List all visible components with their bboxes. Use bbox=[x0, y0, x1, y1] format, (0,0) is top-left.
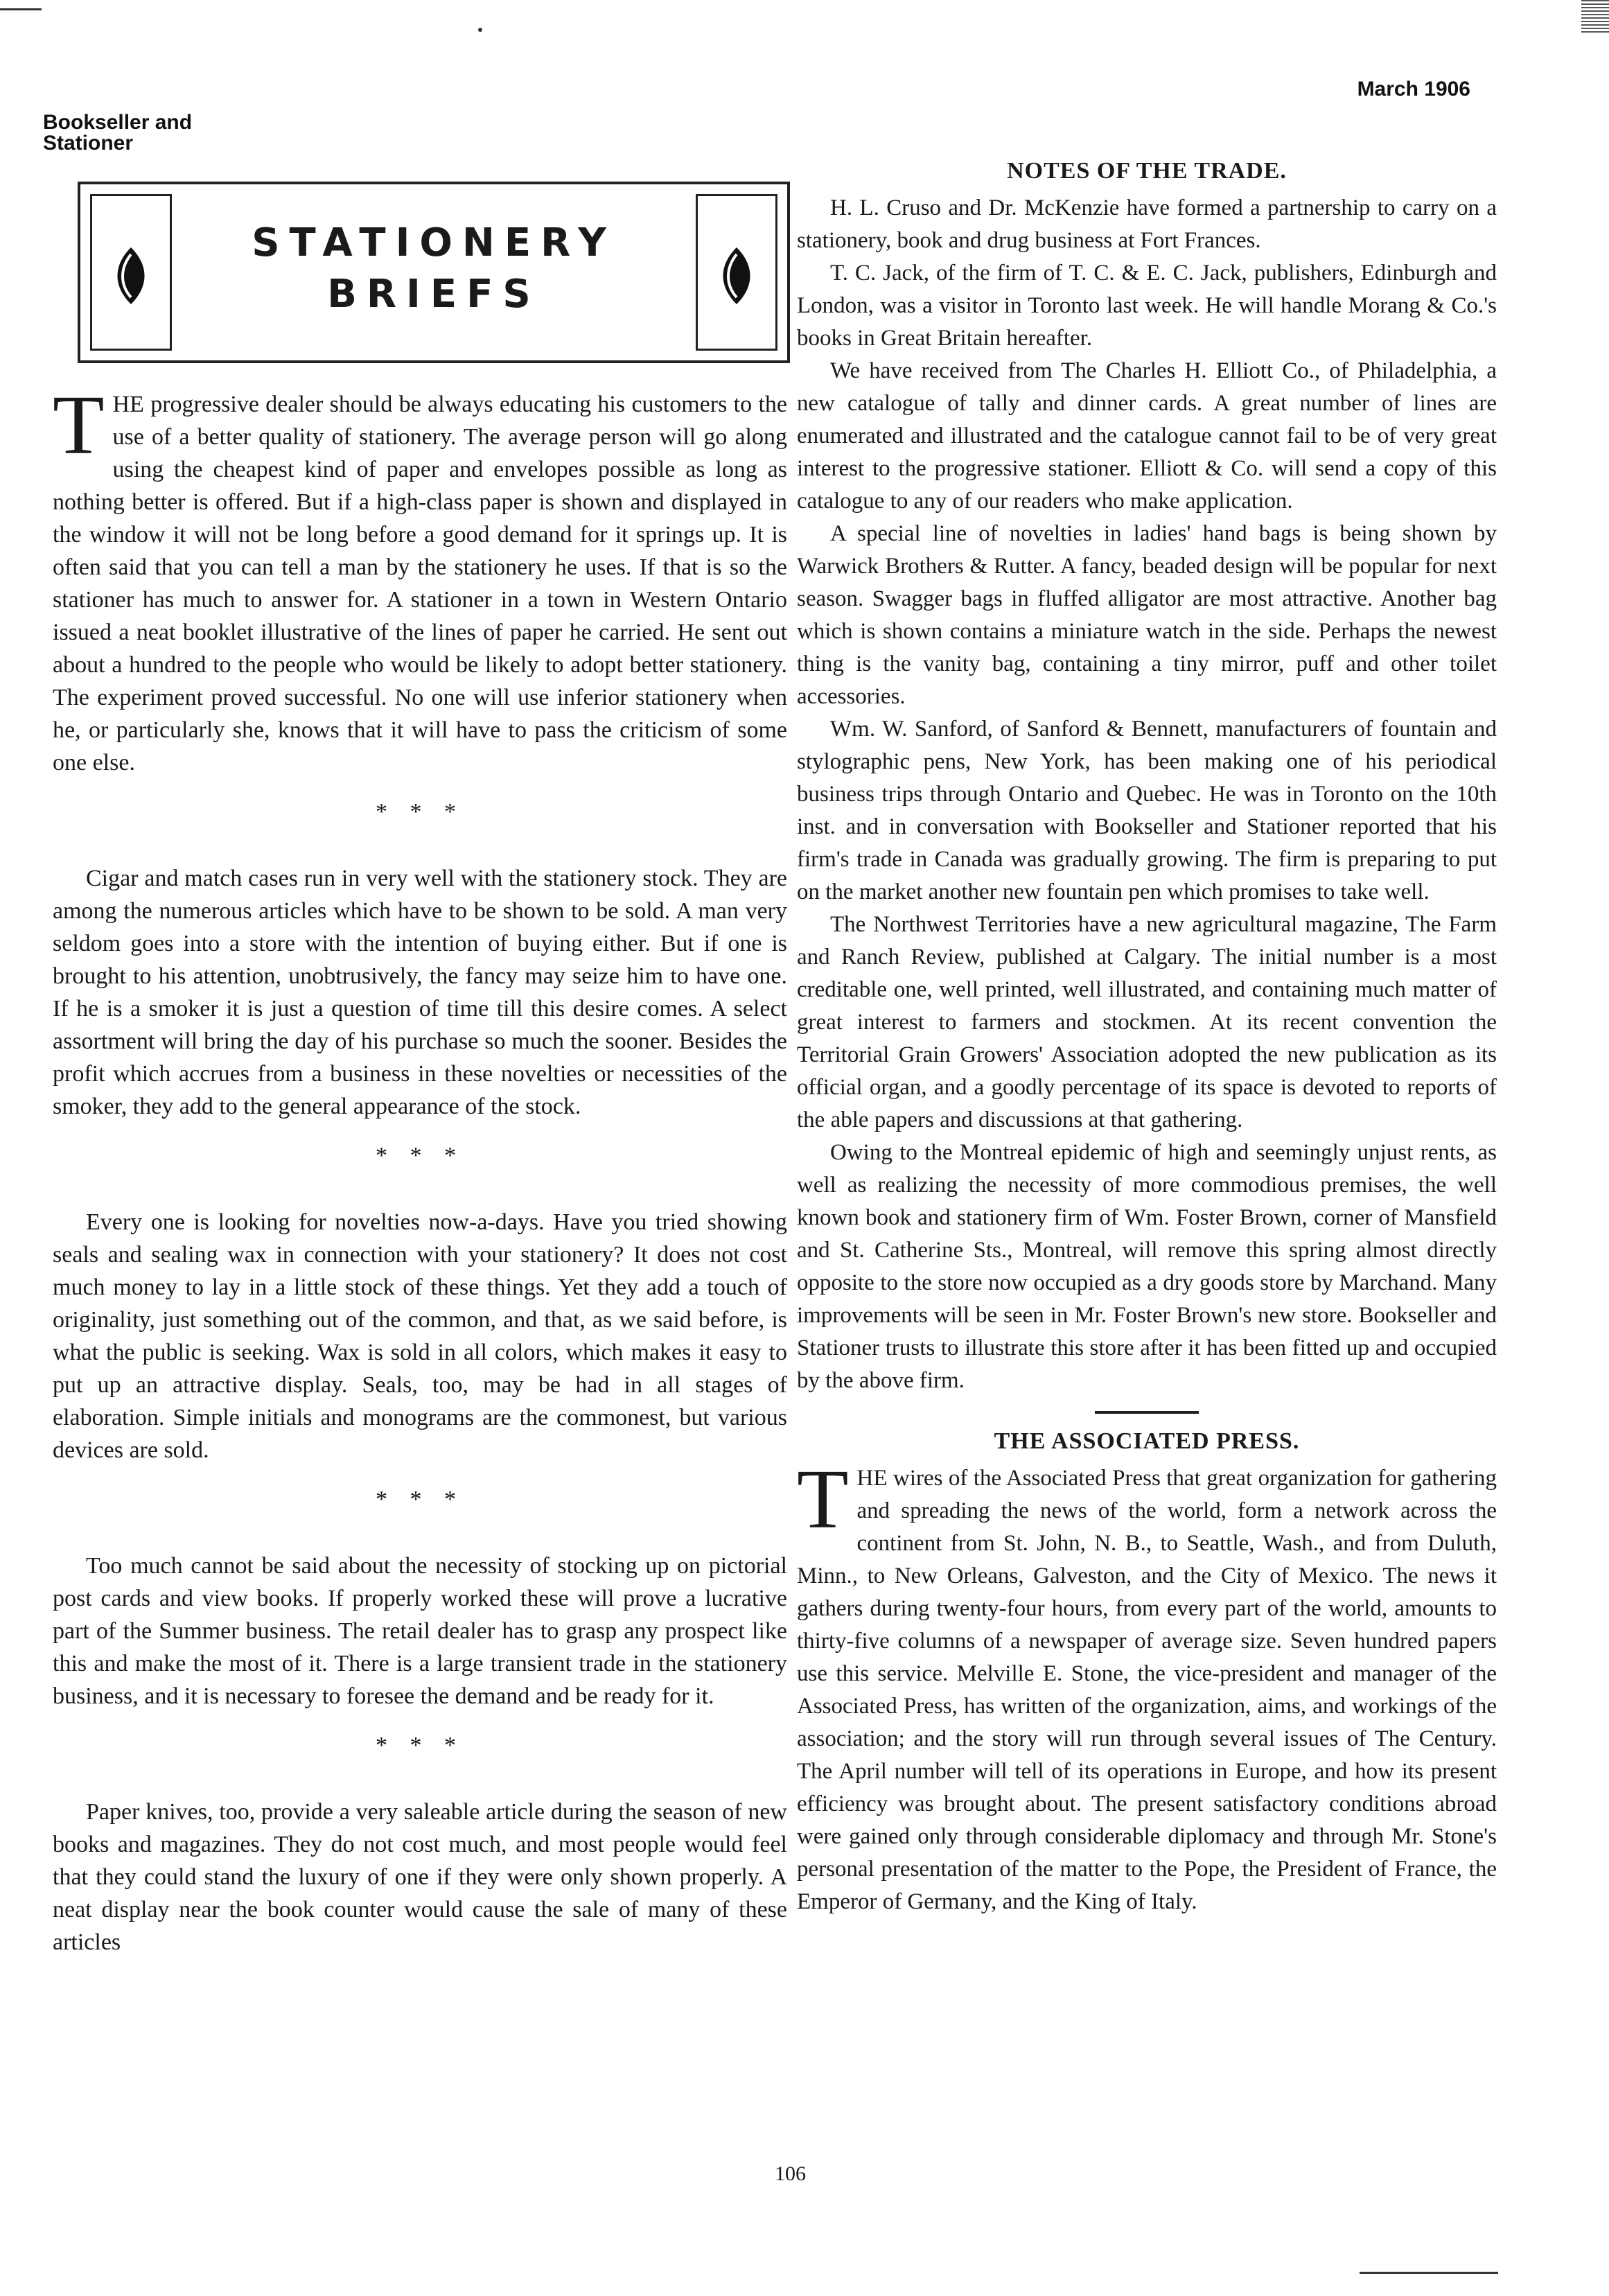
section-separator: * * * bbox=[376, 1487, 464, 1512]
scan-mark-top-left bbox=[0, 8, 42, 10]
section-separator: * * * bbox=[376, 1143, 464, 1168]
ornament-panel-left bbox=[90, 194, 172, 351]
brief-paragraph-2: Cigar and match cases run in very well with the stationery stock. They are among the numerous articles which have to be shown to be sold. A man very seldom goes into a store with the intention of buying either. But if one is brought to his attention, unobtrusively, the fancy may seize him to have one. If he is a smoker it is just a question of time till this desire comes. A select assortment will bring the day of his purchase so much the sooner. Besides the profit which accrues from a business in these novelties or necessities of the smoker, they add to the general appearance of the stock. bbox=[53, 866, 787, 1119]
associated-press-heading: THE ASSOCIATED PRESS. bbox=[994, 1428, 1300, 1454]
stationery-briefs-header-box bbox=[78, 182, 790, 363]
ornament-panel-right bbox=[696, 194, 777, 351]
trade-note-2: T. C. Jack, of the firm of T. C. & E. C. Jack, publishers, Edinburgh and London, was a visitor in Toronto last week. He will handle Morang & Co.'s books in Great Britain hereafter. bbox=[797, 261, 1497, 351]
trade-note-3: We have received from The Charles H. Elliott Co., of Philadelphia, a new catalogue of tally and dinner cards. A great number of lines are enumerated and illustrated and the catalogue cannot fail to be of very great interest to the progressive stationer. Elliott & Co. will send a copy of this catalogue to any of our readers who make application. bbox=[797, 358, 1497, 514]
brief-paragraph-1 bbox=[53, 378, 787, 779]
brief-paragraph-1-text: HE progressive dealer should be always educating his customers to the use of a better quality of stationery. The average person will go along using the cheapest kind of paper and envelopes possible as long as nothing better is offered. But if a high-class paper is shown and displayed in the window it will not be long before a good demand for it springs up. It is often said that you can tell a man by the stationery he uses. If that is so the stationer has much to answer for. A stationer in a town in Western Ontario issued a neat booklet illustrative of the lines of paper he carried. He sent out about a hundred to the people who would be likely to adopt better stationery. The experiment proved successful. No one will use inferior stationery when he, or particularly she, knows that it will have to pass the criticism of some one else. bbox=[53, 392, 787, 775]
section-separator: * * * bbox=[376, 1733, 464, 1758]
dropcap: T bbox=[797, 1453, 849, 1546]
briefs-title-line-2: BRIEFS bbox=[327, 272, 540, 317]
brief-paragraph-5: Paper knives, too, provide a very saleable article during the season of new books and magazines. They do not cost much, and most people would feel that they could stand the luxury of one if they were only shown properly. A neat display near the book counter would cause the sale of many of these articles bbox=[53, 1799, 787, 1955]
masthead-publication bbox=[43, 112, 192, 154]
masthead-line-1: Bookseller and bbox=[43, 111, 193, 134]
brief-paragraph-4: Too much cannot be said about the necessity of stocking up on pictorial post cards and view books. If properly worked these will prove a lucrative part of the Summer business. The retail dealer has to grasp any prospect like this and make the most of it. There is a large transient trade in the stationery business, and it is necessary to foresee the demand and be ready for it. bbox=[53, 1553, 787, 1709]
trade-note-5: Wm. W. Sanford, of Sanford & Bennett, manufacturers of fountain and stylographic pens, New York, has been making one of his periodical business trips through Ontario and Quebec. He was in Toronto on the 10th inst. and in conversation with Bookseller and Stationer reported that his firm's trade in Canada was gradually growing. The firm is preparing to put on the market another new fountain pen which promises to take well. bbox=[797, 717, 1497, 904]
leaf-ornament-icon bbox=[109, 245, 153, 307]
scan-mark-right-edge bbox=[1581, 0, 1609, 35]
trade-note-7: Owing to the Montreal epidemic of high and seemingly unjust rents, as well as realizing the necessity of more commodious premises, the well known book and stationery firm of Wm. Foster Brown, corner of Mansfield and St. Catherine Sts., Montreal, will remove this spring almost directly opposite to the store now occupied as a dry goods store by Marchand. Many improvements will be seen in Mr. Foster Brown's new store. Bookseller and Stationer trusts to illustrate this store after it has been fitted up and occupied by the above firm. bbox=[797, 1140, 1497, 1393]
trade-note-1: H. L. Cruso and Dr. McKenzie have formed a partnership to carry on a stationery, book and drug business at Fort Frances. bbox=[797, 195, 1497, 253]
associated-press-paragraph bbox=[797, 1453, 1497, 1918]
trade-note-4: A special line of novelties in ladies' hand bags is being shown by Warwick Brothers & Rutter. A fancy, beaded design will be popular for next season. Swagger bags in fluffed alligator are most attractive. Another bag which is shown contains a miniature watch in the side. Perhaps the newest thing is the vanity bag, containing a tiny mirror, puff and other toilet accessories. bbox=[797, 521, 1497, 709]
leaf-ornament-icon bbox=[714, 245, 759, 307]
stationery-briefs-title bbox=[177, 218, 690, 320]
section-separator: * * * bbox=[376, 799, 464, 825]
brief-paragraph-3: Every one is looking for novelties now-a-days. Have you tried showing seals and sealing wax in connection with your stationery? It does not cost much money to lay in a little stock of these things. Yet they add a touch of originality, just something out of the common, and that, as we said before, is what the public is seeking. Wax is sold in all colors, which makes it easy to put up an attractive display. Seals, too, may be had in all stages of elaboration. Simple initials and monograms are the commonest, but various devices are sold. bbox=[53, 1209, 787, 1463]
page-number: 106 bbox=[775, 2162, 806, 2185]
dropcap: T bbox=[53, 378, 105, 472]
scan-mark-top-dot bbox=[478, 28, 482, 32]
associated-press-text: HE wires of the Associated Press that great organization for gathering and spreading the news of the world, form a network across the continent from St. John, N. B., to Seattle, Wash., and from Duluth, Minn., to New Orleans, Galveston, and the City of Mexico. The news it gathers during twenty-four hours, from every part of the world, amounts to thirty-five columns of a newspaper of average size. Seven hundred papers use this service. Melville E. Stone, the vice-president and manager of the Associated Press, has written of the organization, aims, and workings of the association; and the story will run through several issues of The Century. The April number will tell of its operations in Europe, and how its present efficiency was brought about. The present satisfactory conditions abroad were gained only through considerable diplomacy and through Mr. Stone's personal presentation of the matter to the Pope, the President of France, the Emperor of Germany, and the King of Italy. bbox=[797, 1466, 1497, 1914]
right-column bbox=[797, 156, 1497, 1918]
masthead-line-2: Stationer bbox=[43, 132, 134, 155]
trade-note-6: The Northwest Territories have a new agricultural magazine, The Farm and Ranch Review, published at Calgary. The initial number is a most creditable one, well printed, well illustrated, and containing much matter of great interest to farmers and stockmen. At its recent convention the Territorial Grain Growers' Association adopted the new publication as its official organ, and a goodly percentage of its space is devoted to reports of the able papers and discussions at that gathering. bbox=[797, 912, 1497, 1132]
footer-rule bbox=[1360, 2272, 1498, 2274]
left-column bbox=[53, 378, 787, 1958]
masthead-date: March 1906 bbox=[1357, 78, 1470, 100]
section-rule bbox=[1095, 1411, 1199, 1414]
notes-of-the-trade-heading: NOTES OF THE TRADE. bbox=[1007, 158, 1287, 184]
briefs-title-line-1: STATIONERY bbox=[252, 220, 616, 265]
